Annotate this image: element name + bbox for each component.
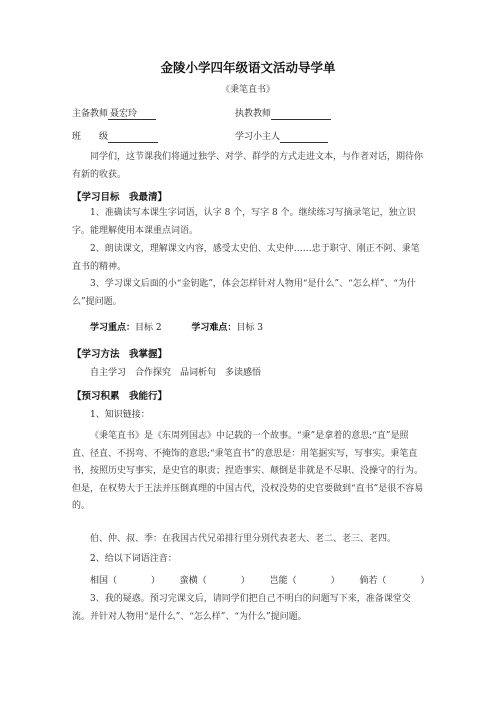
link-title: 1、知识链接： bbox=[90, 410, 150, 420]
difficulty-value: 目标 3 bbox=[236, 323, 263, 333]
focus-value: 目标 2 bbox=[135, 323, 162, 333]
question-paragraph: 3、我的疑惑。预习完课文后，请同学们把自己不明白的问题写下来，准备课堂交流。并针对人物用“是什么”、“怎么样”、“为什么”提问题。 bbox=[72, 594, 411, 622]
goal-item-2: 2、朗读课文，理解课文内容，感受太史伯、太史仲……忠于职守、刚正不阿、秉笔直书的精神。 bbox=[72, 244, 420, 272]
exec-teacher-row bbox=[235, 108, 331, 120]
focus-row bbox=[90, 322, 263, 334]
word-xiangguo: 相国（ bbox=[90, 576, 118, 586]
methods-heading: 【学习方法 我掌握】 bbox=[72, 349, 168, 360]
goal-item-3: 3、学习课文后面的小“金钥匙”，体会怎样针对人物用“是什么”、“怎么样”、“为什么”提问题。 bbox=[72, 279, 416, 307]
owner-label: 学习小主人 bbox=[235, 132, 281, 142]
exec-teacher-label: 执教教师 bbox=[235, 109, 272, 119]
brothers-paragraph: 伯、仲、叔、季：在我国古代兄弟排行里分别代表老大、老二、老三、老四。 bbox=[90, 534, 397, 544]
preview-heading: 【预习积累 我能行】 bbox=[72, 391, 168, 402]
word-qineng: 岂能（ bbox=[269, 576, 297, 586]
link-paragraph: 《秉笔直书》是《东周列国志》中记载的一个故事。“秉”是拿着的意思;“直”是照直、径直、不拐弯、不掩饰的意思;“秉笔直书”的意思是：用笔据实写，写事实。秉笔直书，按照历史写事实，是史官的职责；捏造事实、颠倒是非就是不尽职、没操守的行为。但是，在权势大于王法并压倒真理的中国古代，没权没势的史官要做到“直书”是很不容易的。 bbox=[72, 431, 424, 511]
class-blank[interactable] bbox=[108, 132, 158, 143]
word-tangruo: 倘若（ bbox=[359, 576, 387, 586]
word-manheng: 蛮横（ bbox=[179, 576, 207, 586]
owner-blank[interactable] bbox=[280, 132, 328, 143]
focus-label: 学习重点： bbox=[90, 323, 136, 333]
owner-row bbox=[235, 131, 328, 143]
goals-heading: 【学习目标 我最清】 bbox=[72, 192, 168, 203]
difficulty-label: 学习难点： bbox=[191, 323, 237, 333]
goal-item-1: 1、准确读写本课生字词语，认字 8 个，写字 8 个。继续练习写摘录笔记，独立识字。能理解使用本课重点词语。 bbox=[72, 208, 416, 236]
phonetic-title: 2、给以下词语注音： bbox=[90, 554, 177, 564]
lead-teacher-name: 聂宏玲 bbox=[108, 109, 156, 120]
intro-paragraph: 同学们，这节课我们将通过独学、对学、群学的方式走进文本，与作者对话，期待你有新的收获。 bbox=[72, 152, 424, 180]
class-row bbox=[72, 131, 158, 143]
page-title: 金陵小学四年级语文活动导学单 bbox=[160, 60, 336, 75]
lead-teacher-label: 主备教师 bbox=[72, 109, 109, 119]
lead-teacher-row bbox=[72, 108, 156, 120]
phonetic-words-row: 相国（ ） 蛮横（ ） 岂能（ ） 倘若（ ） bbox=[90, 576, 430, 586]
class-label: 班 级 bbox=[72, 132, 109, 142]
methods-text: 自主学习 合作探究 品词析句 多读感悟 bbox=[90, 368, 262, 378]
lesson-subtitle: 《秉笔直书》 bbox=[220, 85, 275, 95]
exec-teacher-blank[interactable] bbox=[271, 109, 331, 120]
